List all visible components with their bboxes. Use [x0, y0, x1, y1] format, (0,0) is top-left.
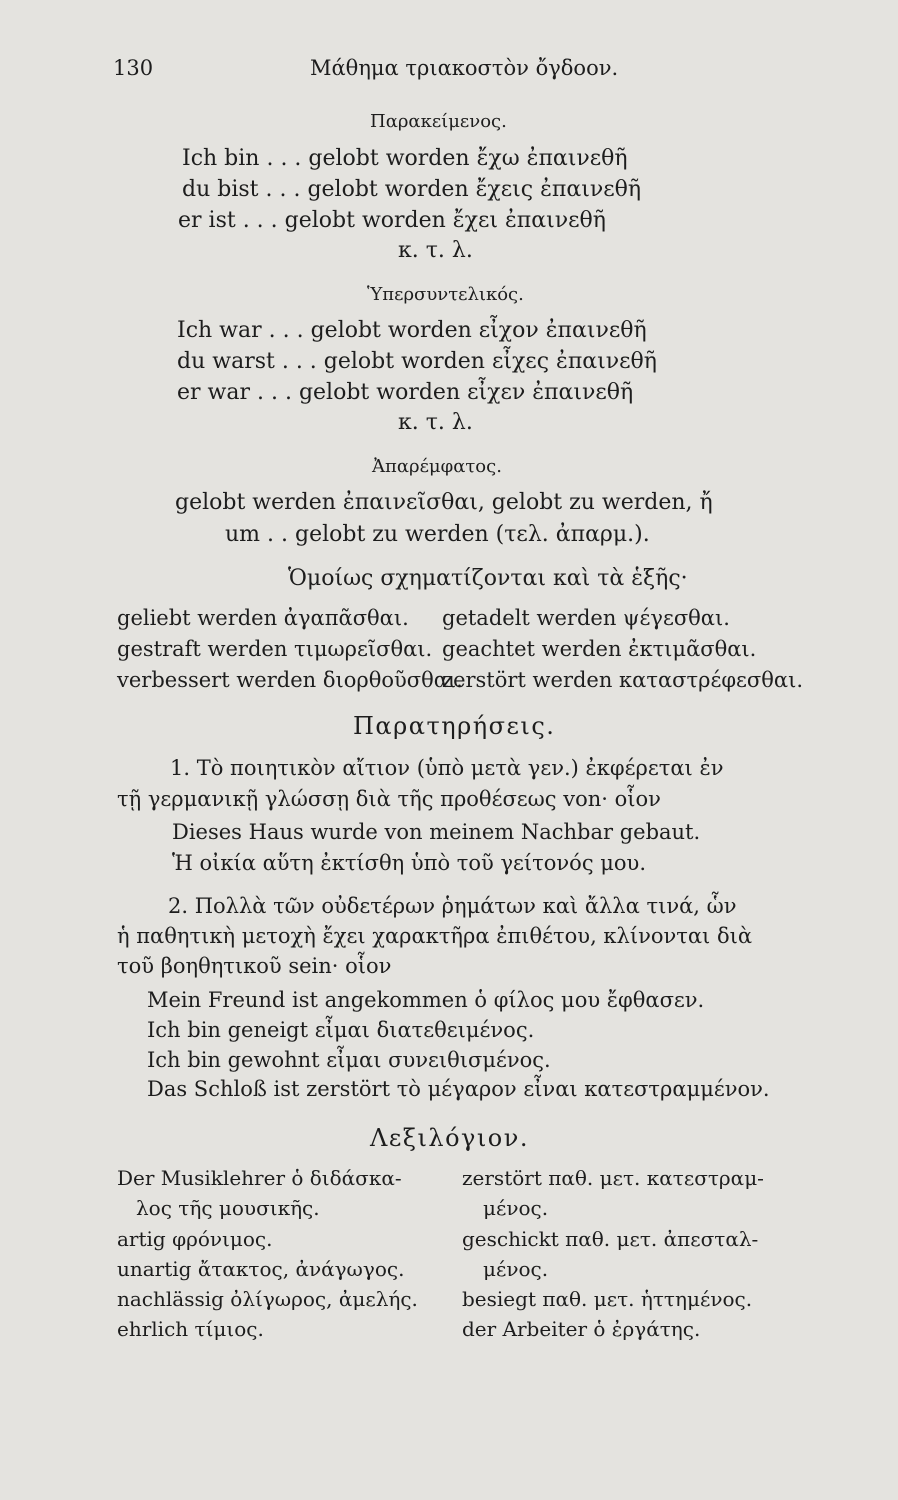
pluperfect-heading: Ὑπερσυντελικός.: [367, 284, 524, 305]
remark-1-line: 1. Τὸ ποιητικὸν αἴτιον (ὑπὸ μετὰ γεν.) ἐκφέρεται ἐν: [170, 756, 724, 780]
remarks-heading: Παρατηρήσεις.: [353, 712, 556, 740]
remark-2-line: τοῦ βοηθητικοῦ sein· οἷον: [117, 954, 392, 978]
similar-right-item: zerstört werden καταστρέφεσθαι.: [442, 668, 803, 692]
remark-2-example: Mein Freund ist angekommen ὁ φίλος μου ἔφθασεν.: [147, 988, 705, 1012]
infinitive-line: gelobt werden ἐπαινεῖσθαι, gelobt zu werden, ἤ: [175, 490, 713, 515]
remark-2-example: Ich bin geneigt εἶμαι διατεθειμένος.: [147, 1018, 535, 1042]
perfect-line: du bist . . . gelobt worden ἔχεις ἐπαινεθῆ: [182, 177, 642, 202]
similar-left-item: verbessert werden διορθοῦσθαι.: [117, 668, 463, 692]
vocab-left-entry: λος τῆς μουσικῆς.: [136, 1196, 320, 1220]
remark-2-line: ἡ παθητικὴ μετοχὴ ἔχει χαρακτῆρα ἐπιθέτου, κλίνονται διὰ: [117, 924, 753, 948]
similar-left-item: geliebt werden ἀγαπᾶσθαι.: [117, 606, 409, 630]
similar-heading: Ὁμοίως σχηματίζονται καὶ τὰ ἑξῆς·: [288, 566, 688, 591]
vocab-right-entry: geschickt παθ. μετ. ἀπεσταλ-: [462, 1227, 759, 1251]
remark-1-example: Ἡ οἰκία αὕτη ἐκτίσθη ὑπὸ τοῦ γείτονός μου.: [172, 851, 646, 875]
remark-2-line: 2. Πολλὰ τῶν οὐδετέρων ῥημάτων καὶ ἄλλα τινά, ὧν: [168, 894, 737, 918]
pluperfect-line: Ich war . . . gelobt worden εἶχον ἐπαινεθῆ: [177, 318, 647, 343]
vocab-right-entry: μένος.: [483, 1196, 549, 1220]
vocab-right-entry: zerstört παθ. μετ. κατεστραμ-: [462, 1166, 764, 1190]
remark-2-example: Ich bin gewohnt εἶμαι συνειθισμένος.: [147, 1048, 551, 1072]
vocab-right-entry: besiegt παθ. μετ. ἡττημένος.: [462, 1287, 753, 1311]
vocabulary-heading: Λεξιλόγιον.: [370, 1124, 529, 1152]
similar-left-item: gestraft werden τιμωρεῖσθαι.: [117, 637, 433, 661]
perfect-etc: κ. τ. λ.: [398, 238, 473, 263]
vocab-left-entry: nachlässig ὀλίγωρος, ἀμελής.: [117, 1287, 418, 1311]
pluperfect-line: er war . . . gelobt worden εἶχεν ἐπαινεθῆ: [177, 380, 634, 405]
perfect-line: er ist . . . gelobt worden ἔχει ἐπαινεθῆ: [178, 208, 606, 233]
infinitive-heading: Ἀπαρέμφατος.: [372, 456, 502, 477]
vocab-left-entry: Der Musiklehrer ὁ διδάσκα-: [117, 1166, 402, 1190]
similar-right-item: getadelt werden ψέγεσθαι.: [442, 606, 730, 630]
vocab-left-entry: unartig ἄτακτος, ἀνάγωγος.: [117, 1257, 405, 1281]
vocab-left-entry: ehrlich τίμιος.: [117, 1317, 264, 1341]
perfect-heading: Παρακείμενος.: [370, 111, 507, 132]
vocab-right-entry: der Arbeiter ὁ ἐργάτης.: [462, 1317, 701, 1341]
pluperfect-line: du warst . . . gelobt worden εἶχες ἐπαινεθῆ: [177, 349, 657, 374]
remark-1-example: Dieses Haus wurde von meinem Nachbar gebaut.: [172, 820, 701, 844]
running-title: Μάθημα τριακοστὸν ὄγδοον.: [310, 56, 619, 80]
remark-1-line: τῇ γερμανικῇ γλώσσῃ διὰ τῆς προθέσεως von· οἷον: [117, 787, 661, 811]
vocab-right-entry: μένος.: [483, 1257, 549, 1281]
remark-2-example: Das Schloß ist zerstört τὸ μέγαρον εἶναι κατεστραμμένον.: [147, 1077, 770, 1101]
vocab-left-entry: artig φρόνιμος.: [117, 1227, 273, 1251]
infinitive-line: um . . gelobt zu werden (τελ. ἀπαρμ.).: [225, 522, 650, 547]
perfect-line: Ich bin . . . gelobt worden ἔχω ἐπαινεθῆ: [182, 146, 628, 171]
page-number: 130: [113, 56, 154, 80]
pluperfect-etc: κ. τ. λ.: [398, 410, 473, 435]
similar-right-item: geachtet werden ἐκτιμᾶσθαι.: [442, 637, 757, 661]
